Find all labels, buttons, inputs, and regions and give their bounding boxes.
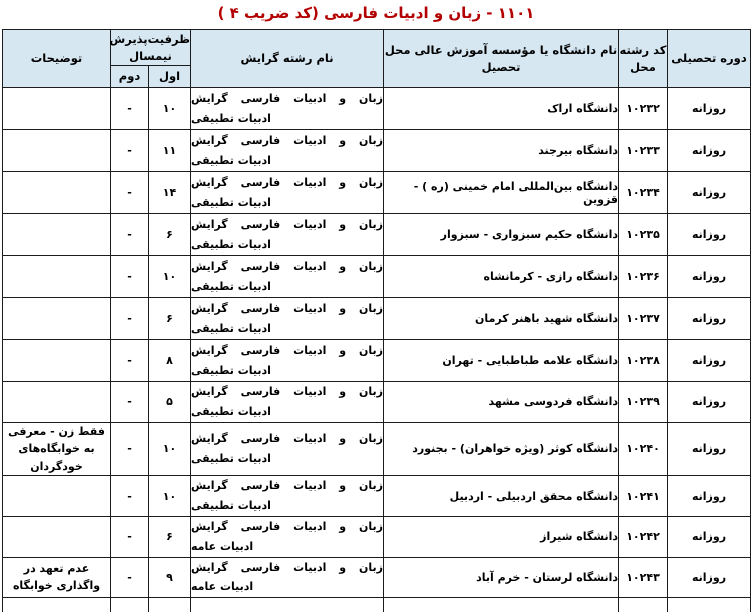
cell-university: دانشگاه اراک [384,88,619,130]
col-header-capacity: ظرفیت‌پذیرش نیمسال [111,30,191,66]
cell-capacity-first: ۱۰ [149,476,191,517]
table-row [3,476,751,517]
cell-period: روزانه [668,557,751,598]
cell-program: زبان و ادبیات فارسی گرایش ادبیات تطبیقی [191,130,384,172]
cell-capacity-second: - [111,298,149,340]
cell-program: زبان و ادبیات فارسی گرایش ادبیات تطبیقی [191,382,384,423]
cell-notes [3,172,111,214]
cell-code: ۱۰۲۴۲ [619,516,668,557]
cell-capacity-first: ۶ [149,298,191,340]
cell-capacity-second: - [111,557,149,598]
cell-period: روزانه [668,340,751,382]
cell-notes [3,340,111,382]
cell-code: ۱۰۲۴۳ [619,557,668,598]
empty-cell [384,598,619,612]
cell-capacity-first: ۱۰ [149,88,191,130]
table-row [3,130,751,172]
cell-notes [3,130,111,172]
cell-capacity-second: - [111,476,149,517]
cell-notes [3,516,111,557]
cell-capacity-first: ۹ [149,557,191,598]
cell-university: دانشگاه شیراز [384,516,619,557]
cell-program: زبان و ادبیات فارسی گرایش ادبیات تطبیقی [191,298,384,340]
admissions-table [2,29,751,612]
cell-capacity-second: - [111,214,149,256]
cell-period: روزانه [668,422,751,476]
cell-university: دانشگاه علامه طباطبایی - تهران [384,340,619,382]
cell-period: روزانه [668,214,751,256]
empty-cell [111,598,149,612]
cell-period: روزانه [668,516,751,557]
cell-code: ۱۰۲۳۲ [619,88,668,130]
empty-cell [668,598,751,612]
col-header-capacity-first: اول [149,66,191,88]
table-row [3,422,751,476]
cell-program: زبان و ادبیات فارسی گرایش ادبیات تطبیقی [191,172,384,214]
cell-code: ۱۰۲۳۴ [619,172,668,214]
table-row [3,256,751,298]
cell-code: ۱۰۲۳۹ [619,382,668,423]
table-row [3,516,751,557]
cell-capacity-second: - [111,422,149,476]
cell-program: زبان و ادبیات فارسی گرایش ادبیات تطبیقی [191,476,384,517]
cell-period: روزانه [668,256,751,298]
cell-program: زبان و ادبیات فارسی گرایش ادبیات عامه [191,557,384,598]
cell-period: روزانه [668,88,751,130]
cell-code: ۱۰۲۴۱ [619,476,668,517]
cell-capacity-first: ۱۰ [149,256,191,298]
cell-period: روزانه [668,130,751,172]
cell-capacity-first: ۱۰ [149,422,191,476]
cell-code: ۱۰۲۳۷ [619,298,668,340]
col-header-capacity-second: دوم [111,66,149,88]
table-row [3,340,751,382]
cell-university: دانشگاه بیرجند [384,130,619,172]
cell-capacity-first: ۶ [149,214,191,256]
cell-program: زبان و ادبیات فارسی گرایش ادبیات تطبیقی [191,422,384,476]
col-header-notes: توضیحات [3,30,111,88]
empty-cell [191,598,384,612]
cell-program: زبان و ادبیات فارسی گرایش ادبیات عامه [191,516,384,557]
cell-capacity-second: - [111,88,149,130]
cell-period: روزانه [668,298,751,340]
table-row [3,382,751,423]
cell-capacity-first: ۸ [149,340,191,382]
cell-notes [3,476,111,517]
cell-period: روزانه [668,382,751,423]
cell-program: زبان و ادبیات فارسی گرایش ادبیات تطبیقی [191,340,384,382]
cell-notes [3,298,111,340]
cell-program: زبان و ادبیات فارسی گرایش ادبیات تطبیقی [191,88,384,130]
page-title: ۱۱۰۱ - زبان و ادبیات فارسی (کد ضریب ۴ ) [217,4,535,22]
cell-university: دانشگاه لرستان - خرم آباد [384,557,619,598]
col-header-program: نام رشته گرایش [191,30,384,88]
cell-notes [3,256,111,298]
col-header-period: دوره تحصیلی [668,30,751,88]
cell-code: ۱۰۲۳۳ [619,130,668,172]
table-row [3,298,751,340]
cell-notes: عدم تعهد در واگذاری خوابگاه [3,557,111,598]
table-body [3,88,751,612]
table-row [3,172,751,214]
partial-row [3,598,751,612]
cell-capacity-second: - [111,172,149,214]
cell-university: دانشگاه بین‌المللی امام خمینی (ره ) - قزوین [384,172,619,214]
table-row [3,88,751,130]
cell-notes: فقط زن - معرفی به خوابگاه‌های خودگردان [3,422,111,476]
cell-period: روزانه [668,172,751,214]
col-header-code: کد رشته محل [619,30,668,88]
cell-code: ۱۰۲۳۸ [619,340,668,382]
table-header [3,30,751,88]
cell-code: ۱۰۲۴۰ [619,422,668,476]
empty-cell [149,598,191,612]
col-header-university: نام دانشگاه یا مؤسسه آموزش عالی محل تحصیل [384,30,619,88]
cell-code: ۱۰۲۳۶ [619,256,668,298]
cell-notes [3,382,111,423]
cell-university: دانشگاه کوثر (ویژه خواهران) - بجنورد [384,422,619,476]
empty-cell [3,598,111,612]
cell-university: دانشگاه شهید باهنر کرمان [384,298,619,340]
cell-notes [3,88,111,130]
cell-program: زبان و ادبیات فارسی گرایش ادبیات تطبیقی [191,214,384,256]
empty-cell [619,598,668,612]
cell-university: دانشگاه فردوسی مشهد [384,382,619,423]
cell-code: ۱۰۲۳۵ [619,214,668,256]
table-row [3,557,751,598]
cell-capacity-first: ۵ [149,382,191,423]
cell-capacity-first: ۱۱ [149,130,191,172]
cell-capacity-first: ۶ [149,516,191,557]
cell-capacity-second: - [111,340,149,382]
cell-university: دانشگاه حکیم سبزواری - سبزوار [384,214,619,256]
cell-university: دانشگاه محقق اردبیلی - اردبیل [384,476,619,517]
cell-capacity-first: ۱۴ [149,172,191,214]
cell-capacity-second: - [111,130,149,172]
table-row [3,214,751,256]
cell-capacity-second: - [111,382,149,423]
cell-program: زبان و ادبیات فارسی گرایش ادبیات تطبیقی [191,256,384,298]
cell-notes [3,214,111,256]
cell-capacity-second: - [111,516,149,557]
cell-capacity-second: - [111,256,149,298]
cell-university: دانشگاه رازی - کرمانشاه [384,256,619,298]
cell-period: روزانه [668,476,751,517]
